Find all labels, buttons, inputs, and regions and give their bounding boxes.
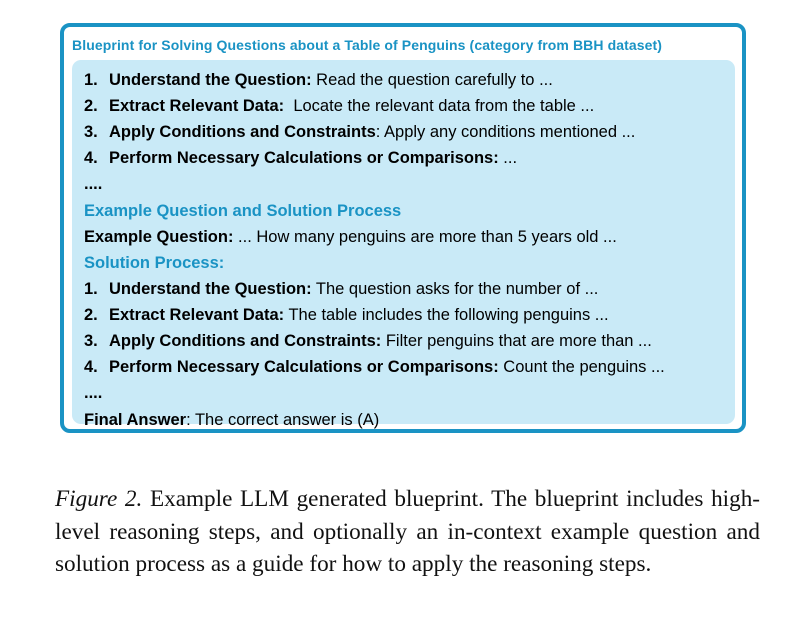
solution-step-4: 4. Perform Necessary Calculations or Comparisons: Count the penguins ... [84,358,665,376]
final-answer: Final Answer: The correct answer is (A) [84,411,380,429]
step-1: 1. Understand the Question: Read the question carefully to ... [84,71,553,89]
solution-heading: Solution Process: [84,254,225,272]
example-question: Example Question: ... How many penguins are more than 5 years old ... [84,228,617,246]
caption-text: Example LLM generated blueprint. The blueprint includes high-level reasoning steps, and optionally an in-context example question and solution process as a guide for how to apply the reasoning steps. [55,486,761,577]
blueprint-box [60,23,746,433]
ellipsis: .... [84,384,103,402]
step-4: 4. Perform Necessary Calculations or Comparisons: ... [84,149,518,167]
example-heading: Example Question and Solution Process [84,202,402,220]
figure-caption [55,483,760,581]
blueprint-body [72,60,735,429]
blueprint-title: Blueprint for Solving Questions about a Table of Penguins (category from BBH dataset) [72,37,663,53]
step-2: 2. Extract Relevant Data: Locate the relevant data from the table ... [84,97,595,115]
ellipsis: .... [84,175,103,193]
solution-step-1: 1. Understand the Question: The question asks for the number of ... [84,280,599,298]
solution-step-2: 2. Extract Relevant Data: The table includes the following penguins ... [84,306,609,324]
solution-step-3: 3. Apply Conditions and Constraints: Filter penguins that are more than ... [84,332,652,350]
figure-label: Figure 2. [55,486,143,512]
step-3: 3. Apply Conditions and Constraints: Apply any conditions mentioned ... [84,123,636,141]
